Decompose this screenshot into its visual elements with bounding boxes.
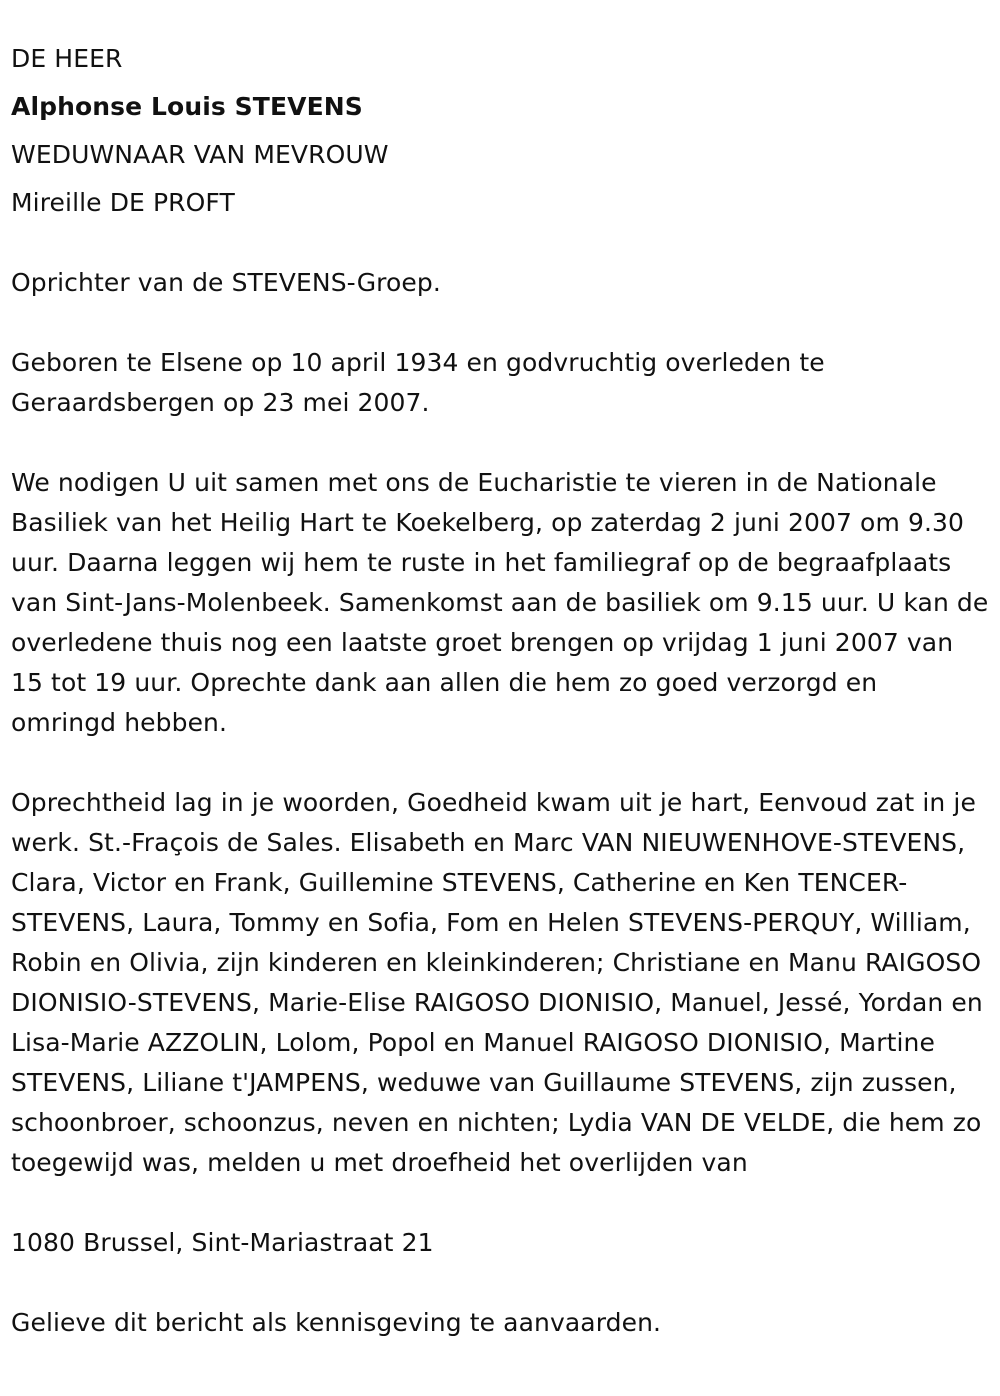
address-paragraph: 1080 Brussel, Sint-Mariastraat 21	[11, 1228, 434, 1257]
title-prefix: DE HEER	[11, 44, 123, 73]
founder-paragraph: Oprichter van de STEVENS-Groep.	[11, 268, 441, 297]
deceased-name: Alphonse Louis STEVENS	[11, 92, 363, 121]
relation-label: WEDUWNAAR VAN MEVROUW	[11, 140, 389, 169]
ceremony-paragraph: We nodigen U uit samen met ons de Eucharistie te vieren in de Nationale Basiliek van het Heilig Hart te Koekelberg, op zaterdag 2 juni 2007 om 9.30 uur. Daarna leggen wij hem te ruste in het familiegraf op de begraafplaats van Sint-Jans-Molenbeek. Samenkomst aan de basiliek om 9.15 uur. U kan de overledene thuis nog een laatste groet brengen op vrijdag 1 juni 2007 van 15 tot 19 uur. Oprechte dank aan allen die hem zo goed verzorgd en omringd hebben.	[11, 468, 989, 737]
birth-death-paragraph: Geboren te Elsene op 10 april 1934 en godvruchtig overleden te Geraardsbergen op 23 mei 2007.	[11, 348, 825, 417]
closing-paragraph: Gelieve dit bericht als kennisgeving te aanvaarden.	[11, 1308, 662, 1337]
family-paragraph: Oprechtheid lag in je woorden, Goedheid kwam uit je hart, Eenvoud zat in je werk. St.-Fraçois de Sales. Elisabeth en Marc VAN NIEUWENHOVE-STEVENS, Clara, Victor en Frank, Guillemine STEVENS, Catherine en Ken TENCER-STEVENS, Laura, Tommy en Sofia, Fom en Helen STEVENS-PERQUY, William, Robin en Olivia, zijn kinderen en kleinkinderen; Christiane en Manu RAIGOSO DIONISIO-STEVENS, Marie-Elise RAIGOSO DIONISIO, Manuel, Jessé, Yordan en Lisa-Marie AZZOLIN, Lolom, Popol en Manuel RAIGOSO DIONISIO, Martine STEVENS, Liliane t'JAMPENS, weduwe van Guillaume STEVENS, zijn zussen, schoonbroer, schoonzus, neven en nichten; Lydia VAN DE VELDE, die hem zo toegewijd was, melden u met droefheid het overlijden van	[11, 788, 983, 1177]
spouse-name: Mireille DE PROFT	[11, 188, 235, 217]
